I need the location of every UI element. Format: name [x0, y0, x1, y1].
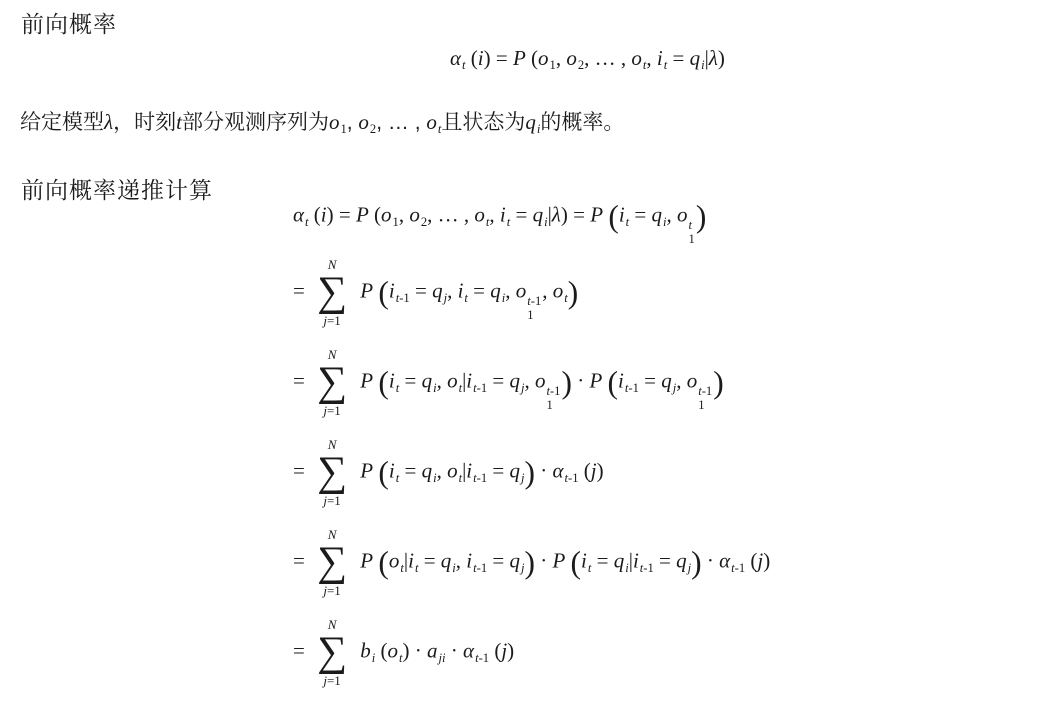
math-row: = N ∑ j=1 $b_i$ $(o_t) \cdot a_{ji} \cdot \alpha_{t-1}$ (j)	[293, 617, 515, 688]
summation-symbol: N ∑ j=1	[317, 437, 348, 508]
math-row: $\alpha_t$ (i) = P ($o_1$, $o_2$, … , $o_t$, $i_t = q_i|\lambda$)	[450, 46, 725, 72]
math-row: = N ∑ j=1 P ($i_{t-1} = q_j$, $i_t = q_i$, o t-1 1 , $o_t$)	[293, 257, 579, 328]
math-row: = N ∑ j=1 P ($i_t = q_i$, $o_t|i_{t-1} = q_j) \cdot \alpha_{t-1}$ (j)	[293, 437, 604, 508]
heading-recursive-computation: 前向概率递推计算	[21, 177, 213, 203]
math-row: = N ∑ j=1 P ($i_t = q_i$, $o_t|i_{t-1} = q_j$, o t-1 1 ) · P ($i_{t-1} = q_j$, o t-1 1 )	[293, 347, 724, 418]
math-row: $\alpha_t$ (i) = P ($o_1$, $o_2$, … , $o_t$, $i_t = q_i|\lambda) = P$ ($i_t = q_i$, o t 1 )	[293, 199, 707, 247]
math-row: = N ∑ j=1 P ($o_t|i_t = q_i$, $i_{t-1} = q_j) \cdot P$ $(i_t = q_i|i_{t-1} = q_j) \cdot \alpha_{t-1}$ (j)	[293, 527, 771, 598]
derivation-line-3	[293, 338, 770, 428]
math-row: 给定模型λ，时刻t部分观测序列为$o_1$, $o_2$, … , $o_t$且状态为$q_i$的概率。	[20, 110, 625, 136]
summation-symbol: N ∑ j=1	[317, 617, 348, 688]
derivation-line-4	[293, 428, 770, 518]
derivation-line-2	[293, 248, 770, 338]
summation-symbol: N ∑ j=1	[317, 257, 348, 328]
formula-forward-probability-definition	[450, 46, 725, 71]
derivation-block	[293, 200, 770, 698]
derivation-line-1	[293, 200, 770, 248]
summation-symbol: N ∑ j=1	[317, 527, 348, 598]
heading-forward-probability: 前向概率	[21, 11, 117, 37]
summation-symbol: N ∑ j=1	[317, 347, 348, 418]
derivation-line-6	[293, 608, 770, 698]
derivation-line-5	[293, 518, 770, 608]
definition-description-text	[20, 106, 624, 140]
